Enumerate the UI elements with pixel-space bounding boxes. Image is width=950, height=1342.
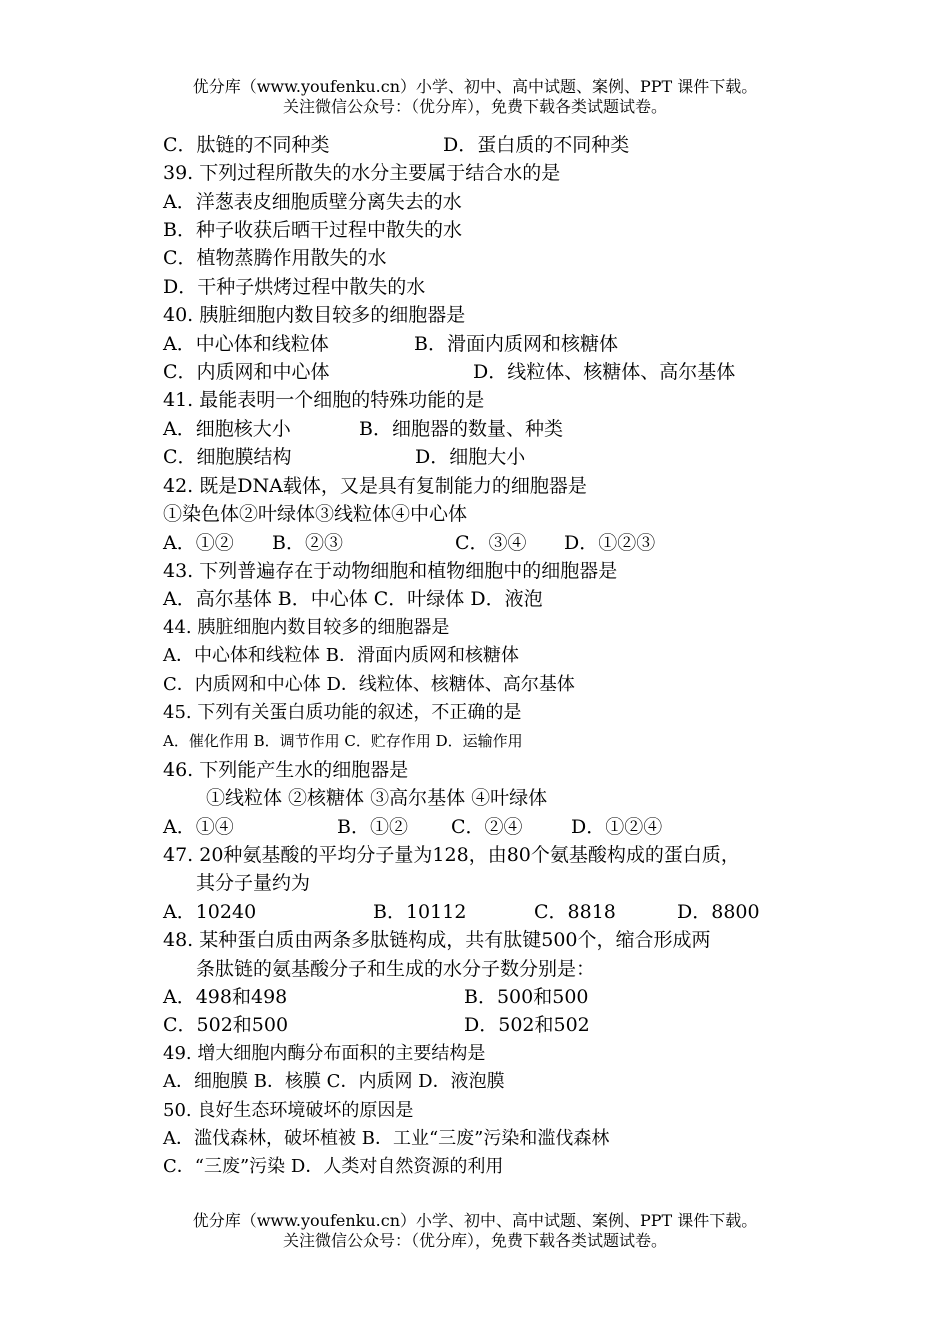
q40-option-d: D．线粒体、核糖体、高尔基体 — [473, 361, 736, 383]
q41-option-b: B．细胞器的数量、种类 — [359, 418, 563, 440]
q42-list: ①染色体②叶绿体③线粒体④中心体 — [163, 503, 468, 525]
q47-option-a: A．10240 — [163, 901, 257, 923]
q46-list: ①线粒体 ②核糖体 ③高尔基体 ④叶绿体 — [206, 787, 548, 809]
q42-option-c: C．③④ — [455, 532, 527, 554]
q49-options: A．细胞膜 B．核膜 C．内质网 D．液泡膜 — [163, 1071, 505, 1092]
q47-stem-line-2: 其分子量约为 — [196, 872, 311, 894]
q42-option-a: A．①② — [163, 532, 234, 554]
q46-option-a: A．①④ — [163, 816, 234, 838]
q41-option-d: D．细胞大小 — [415, 446, 526, 468]
q50-stem: 50. 良好生态环境破坏的原因是 — [163, 1100, 414, 1121]
q48-stem-line-1: 48. 某种蛋白质由两条多肽链构成，共有肽键500个，缩合形成两 — [163, 929, 711, 951]
footer-line-2: 关注微信公众号：（优分库），免费下载各类试题试卷。 — [282, 1231, 667, 1250]
q40-option-b: B．滑面内质网和核糖体 — [414, 333, 618, 355]
header-line-1: 优分库（www.youfenku.cn）小学、初中、高中试题、案例、PPT 课件下载。 — [192, 77, 758, 96]
q44-options-ab: A．中心体和线粒体 B．滑面内质网和核糖体 — [163, 645, 519, 666]
q42-option-b: B．②③ — [272, 532, 343, 554]
q46-stem: 46. 下列能产生水的细胞器是 — [163, 759, 409, 781]
q41-stem: 41. 最能表明一个细胞的特殊功能的是 — [163, 389, 485, 411]
q47-option-d: D．8800 — [677, 901, 760, 923]
q48-option-b: B．500和500 — [464, 986, 589, 1008]
q44-options-cd: C．内质网和中心体 D．线粒体、核糖体、高尔基体 — [163, 674, 575, 695]
q49-stem: 49. 增大细胞内酶分布面积的主要结构是 — [163, 1043, 486, 1064]
q39-option-b: B．种子收获后晒干过程中散失的水 — [163, 219, 462, 241]
q39-stem: 39. 下列过程所散失的水分主要属于结合水的是 — [163, 162, 561, 184]
q39-option-d: D．干种子烘烤过程中散失的水 — [163, 276, 426, 298]
q45-stem: 45. 下列有关蛋白质功能的叙述，不正确的是 — [163, 702, 522, 723]
q48-stem-line-2: 条肽链的氨基酸分子和生成的水分子数分别是： — [196, 958, 596, 980]
q45-options: A．催化作用 B．调节作用 C．贮存作用 D．运输作用 — [163, 732, 523, 750]
q47-stem-line-1: 47. 20种氨基酸的平均分子量为128，由80个氨基酸构成的蛋白质， — [163, 844, 740, 866]
q48-option-c: C．502和500 — [163, 1014, 289, 1036]
q46-option-b: B．①② — [337, 816, 408, 838]
header-line-2: 关注微信公众号：（优分库），免费下载各类试题试卷。 — [282, 97, 667, 116]
q40-stem: 40. 胰脏细胞内数目较多的细胞器是 — [163, 304, 466, 326]
q38-option-c: C．肽链的不同种类 — [163, 134, 330, 156]
q39-option-a: A．洋葱表皮细胞质壁分离失去的水 — [163, 191, 462, 213]
q47-option-c: C．8818 — [534, 901, 616, 923]
q43-options: A．高尔基体 B．中心体 C．叶绿体 D．液泡 — [163, 588, 543, 610]
q48-option-d: D．502和502 — [464, 1014, 590, 1036]
q42-stem: 42. 既是DNA载体，又是具有复制能力的细胞器是 — [163, 475, 587, 497]
q43-stem: 43. 下列普遍存在于动物细胞和植物细胞中的细胞器是 — [163, 560, 618, 582]
q41-option-a: A．细胞核大小 — [163, 418, 291, 440]
q39-option-c: C．植物蒸腾作用散失的水 — [163, 247, 387, 269]
q40-option-c: C．内质网和中心体 — [163, 361, 330, 383]
q38-option-d: D．蛋白质的不同种类 — [443, 134, 630, 156]
footer-line-1: 优分库（www.youfenku.cn）小学、初中、高中试题、案例、PPT 课件下载。 — [192, 1211, 758, 1230]
q42-option-d: D．①②③ — [564, 532, 656, 554]
q44-stem: 44. 胰脏细胞内数目较多的细胞器是 — [163, 617, 450, 638]
q41-option-c: C．细胞膜结构 — [163, 446, 292, 468]
q48-option-a: A．498和498 — [163, 986, 288, 1008]
q46-option-d: D．①②④ — [571, 816, 663, 838]
q40-option-a: A．中心体和线粒体 — [163, 333, 329, 355]
q50-options-cd: C．“三废”污染 D．人类对自然资源的利用 — [163, 1156, 504, 1177]
q50-options-ab: A．滥伐森林，破坏植被 B．工业“三废”污染和滥伐森林 — [163, 1128, 610, 1149]
q46-option-c: C．②④ — [451, 816, 523, 838]
q47-option-b: B．10112 — [373, 901, 467, 923]
